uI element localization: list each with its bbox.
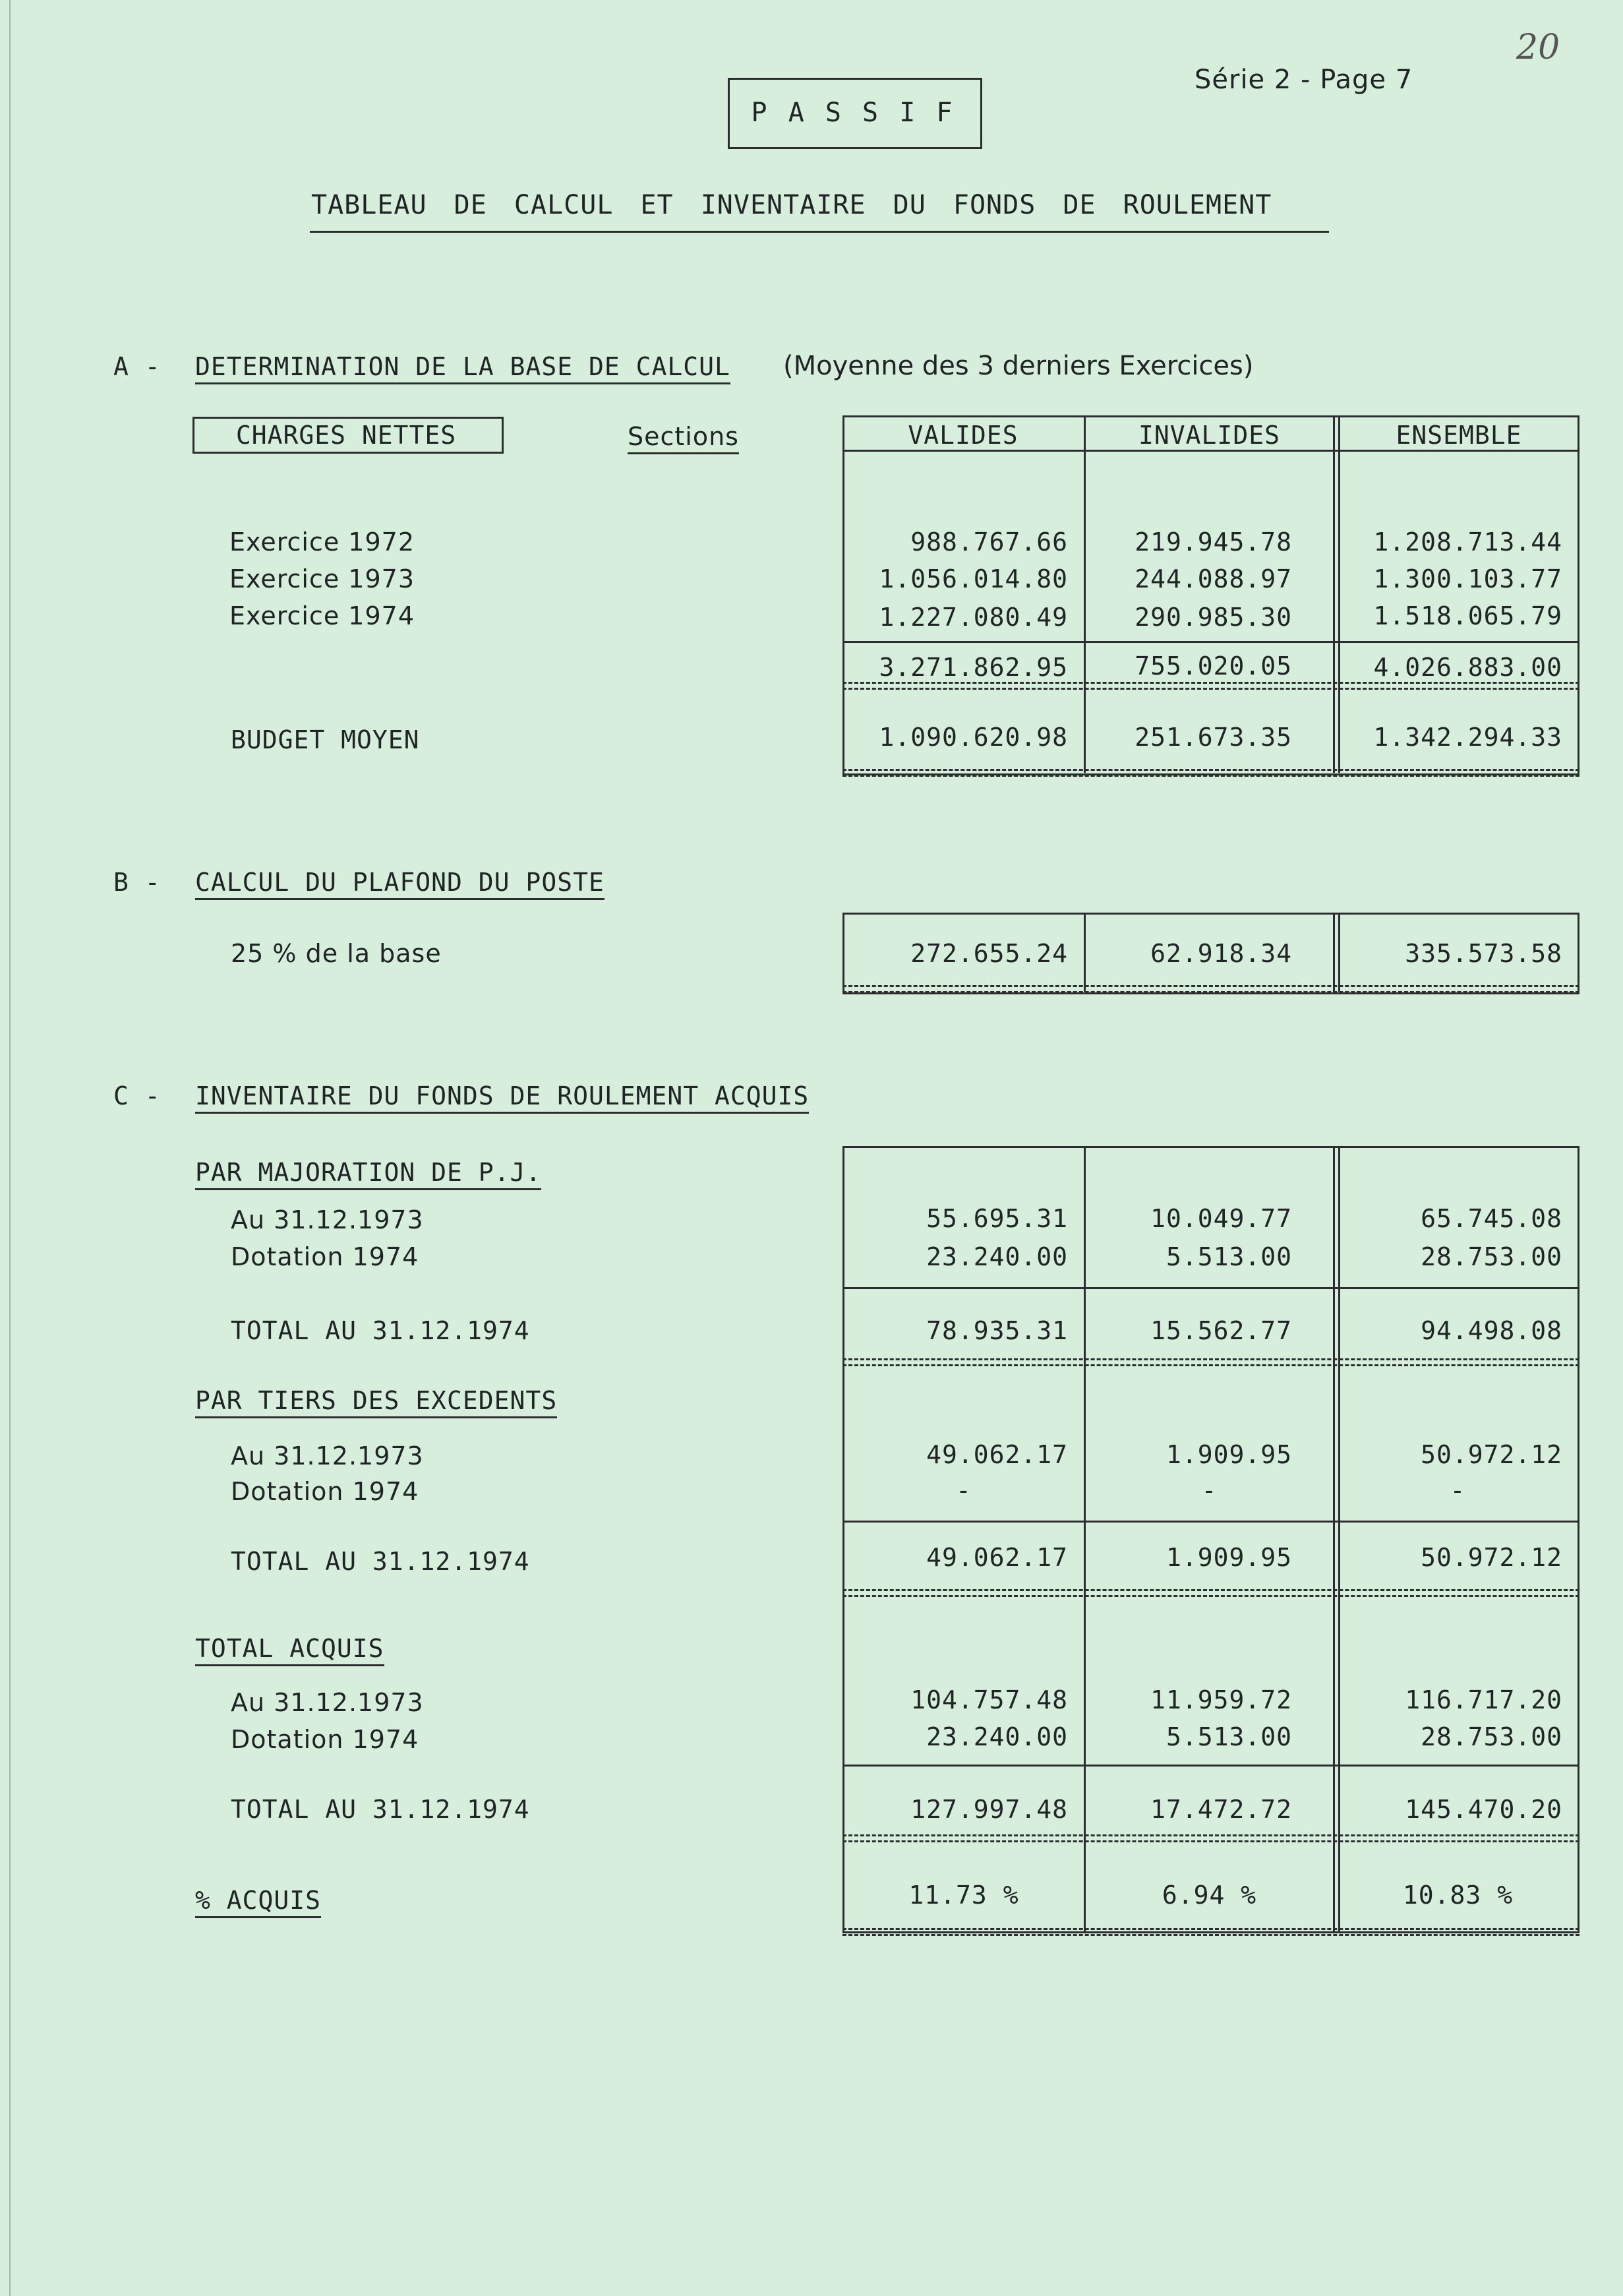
table-a-bottom-double-line <box>842 769 1579 777</box>
table-a-divider-1 <box>1084 415 1086 773</box>
pct-invalides: 6.94 % <box>1162 1881 1257 1910</box>
cell-invalides: 5.513.00 <box>1166 1722 1292 1751</box>
section-b-letter: B - <box>113 868 161 897</box>
majoration-sum-line <box>842 1287 1579 1289</box>
cell-invalides: 244.088.97 <box>1135 564 1292 593</box>
row-label: Au 31.12.1973 <box>231 1441 424 1470</box>
charges-nettes-label: CHARGES NETTES <box>235 421 457 450</box>
cell-valides: 988.767.66 <box>910 528 1068 557</box>
sections-label: Sections <box>628 422 739 454</box>
cell-valides: 23.240.00 <box>926 1722 1068 1751</box>
cell-invalides: 5.513.00 <box>1166 1242 1292 1271</box>
cell-ensemble: 1.208.713.44 <box>1373 528 1562 557</box>
budget-ensemble: 1.342.294.33 <box>1373 723 1562 752</box>
cell-valides: 49.062.17 <box>926 1440 1068 1469</box>
tiers-total-ensemble: 50.972.12 <box>1421 1543 1562 1572</box>
table-a-divider-2 <box>1333 415 1335 773</box>
table-b-double-line <box>842 985 1579 993</box>
plafond-row-label: 25 % de la base <box>231 939 442 968</box>
col-header-valides: VALIDES <box>908 421 1018 450</box>
cell-ensemble: 65.745.08 <box>1421 1204 1562 1233</box>
total-valides: 3.271.862.95 <box>879 653 1068 682</box>
cell-invalides: 219.945.78 <box>1135 528 1292 557</box>
cell-invalides: - <box>1201 1476 1218 1505</box>
table-a-frame <box>842 415 1579 775</box>
passif-label: P A S S I F <box>751 98 955 128</box>
plafond-valides: 272.655.24 <box>910 939 1068 968</box>
table-c-divider-2b <box>1338 1146 1340 1932</box>
table-a-divider-2b <box>1338 415 1340 773</box>
budget-valides: 1.090.620.98 <box>879 723 1068 752</box>
budget-moyen-label: BUDGET MOYEN <box>231 725 420 754</box>
tiers-total-label: TOTAL AU 31.12.1974 <box>231 1547 530 1576</box>
cell-valides: 23.240.00 <box>926 1242 1068 1271</box>
table-a-header-line <box>842 450 1579 452</box>
page-reference: Série 2 - Page 7 <box>1195 65 1413 95</box>
page-left-edge <box>9 0 11 2296</box>
tiers-sum-line <box>842 1521 1579 1523</box>
cell-ensemble: 1.518.065.79 <box>1373 601 1562 630</box>
pct-valides: 11.73 % <box>908 1881 1019 1910</box>
row-label: Dotation 1974 <box>231 1242 419 1271</box>
plafond-ensemble: 335.573.58 <box>1405 939 1562 968</box>
col-header-invalides: INVALIDES <box>1138 421 1280 450</box>
cell-invalides: 1.909.95 <box>1166 1440 1292 1469</box>
page-title: TABLEAU DE CALCUL ET INVENTAIRE DU FONDS DE ROULEMENT <box>311 190 1272 220</box>
cell-ensemble: 116.717.20 <box>1405 1685 1562 1714</box>
pct-ensemble: 10.83 % <box>1402 1881 1514 1910</box>
tiers-double-line <box>842 1589 1579 1597</box>
tiers-heading: PAR TIERS DES EXCEDENTS <box>195 1386 557 1418</box>
acquis-heading: TOTAL ACQUIS <box>195 1634 384 1666</box>
table-b-divider-1 <box>1084 913 1086 992</box>
majoration-total-invalides: 15.562.77 <box>1150 1316 1292 1345</box>
row-label: Exercice 1973 <box>229 564 415 593</box>
acquis-total-ensemble: 145.470.20 <box>1405 1795 1562 1824</box>
tiers-total-invalides: 1.909.95 <box>1166 1543 1292 1572</box>
section-c-heading: INVENTAIRE DU FONDS DE ROULEMENT ACQUIS <box>195 1081 809 1114</box>
cell-ensemble: 1.300.103.77 <box>1373 564 1562 593</box>
majoration-total-ensemble: 94.498.08 <box>1421 1316 1562 1345</box>
budget-invalides: 251.673.35 <box>1135 723 1292 752</box>
cell-valides: - <box>956 1476 972 1505</box>
acquis-total-label: TOTAL AU 31.12.1974 <box>231 1795 530 1824</box>
cell-ensemble: - <box>1450 1476 1466 1505</box>
row-label: Dotation 1974 <box>231 1477 419 1506</box>
cell-valides: 1.227.080.49 <box>879 603 1068 632</box>
table-c-divider-2 <box>1333 1146 1335 1932</box>
cell-invalides: 11.959.72 <box>1150 1685 1292 1714</box>
cell-valides: 104.757.48 <box>910 1685 1068 1714</box>
majoration-total-label: TOTAL AU 31.12.1974 <box>231 1316 530 1345</box>
cell-invalides: 10.049.77 <box>1150 1204 1292 1233</box>
section-b-heading: CALCUL DU PLAFOND DU POSTE <box>195 868 605 900</box>
table-a-double-line <box>842 682 1579 690</box>
row-label: Au 31.12.1973 <box>231 1205 424 1234</box>
row-label: Au 31.12.1973 <box>231 1688 424 1717</box>
acquis-total-invalides: 17.472.72 <box>1150 1795 1292 1824</box>
row-label: Dotation 1974 <box>231 1725 419 1754</box>
majoration-double-line <box>842 1358 1579 1366</box>
section-c-letter: C - <box>113 1081 161 1110</box>
pct-acquis-label: % ACQUIS <box>195 1886 321 1918</box>
pct-double-line <box>842 1928 1579 1936</box>
handwritten-page-number: 20 <box>1516 28 1560 67</box>
tiers-total-valides: 49.062.17 <box>926 1543 1068 1572</box>
majoration-total-valides: 78.935.31 <box>926 1316 1068 1345</box>
acquis-double-line <box>842 1834 1579 1842</box>
table-a-sum-line <box>842 641 1579 643</box>
plafond-invalides: 62.918.34 <box>1150 939 1292 968</box>
table-b-divider-2 <box>1333 913 1335 992</box>
acquis-total-valides: 127.997.48 <box>910 1795 1068 1824</box>
cell-ensemble: 50.972.12 <box>1421 1440 1562 1469</box>
cell-valides: 55.695.31 <box>926 1204 1068 1233</box>
section-a-letter: A - <box>113 352 161 381</box>
table-b-divider-2b <box>1338 913 1340 992</box>
cell-valides: 1.056.014.80 <box>879 564 1068 593</box>
total-invalides: 755.020.05 <box>1135 651 1292 680</box>
col-header-ensemble: ENSEMBLE <box>1396 421 1522 450</box>
cell-ensemble: 28.753.00 <box>1421 1242 1562 1271</box>
cell-ensemble: 28.753.00 <box>1421 1722 1562 1751</box>
cell-invalides: 290.985.30 <box>1135 603 1292 632</box>
section-a-note: (Moyenne des 3 derniers Exercices) <box>783 351 1254 381</box>
section-a-heading: DETERMINATION DE LA BASE DE CALCUL <box>195 352 730 384</box>
acquis-sum-line <box>842 1765 1579 1767</box>
row-label: Exercice 1972 <box>229 528 415 557</box>
title-underline <box>310 231 1329 233</box>
majoration-heading: PAR MAJORATION DE P.J. <box>195 1158 541 1190</box>
row-label: Exercice 1974 <box>229 601 415 630</box>
total-ensemble: 4.026.883.00 <box>1373 653 1562 682</box>
table-c-divider-1 <box>1084 1146 1086 1932</box>
